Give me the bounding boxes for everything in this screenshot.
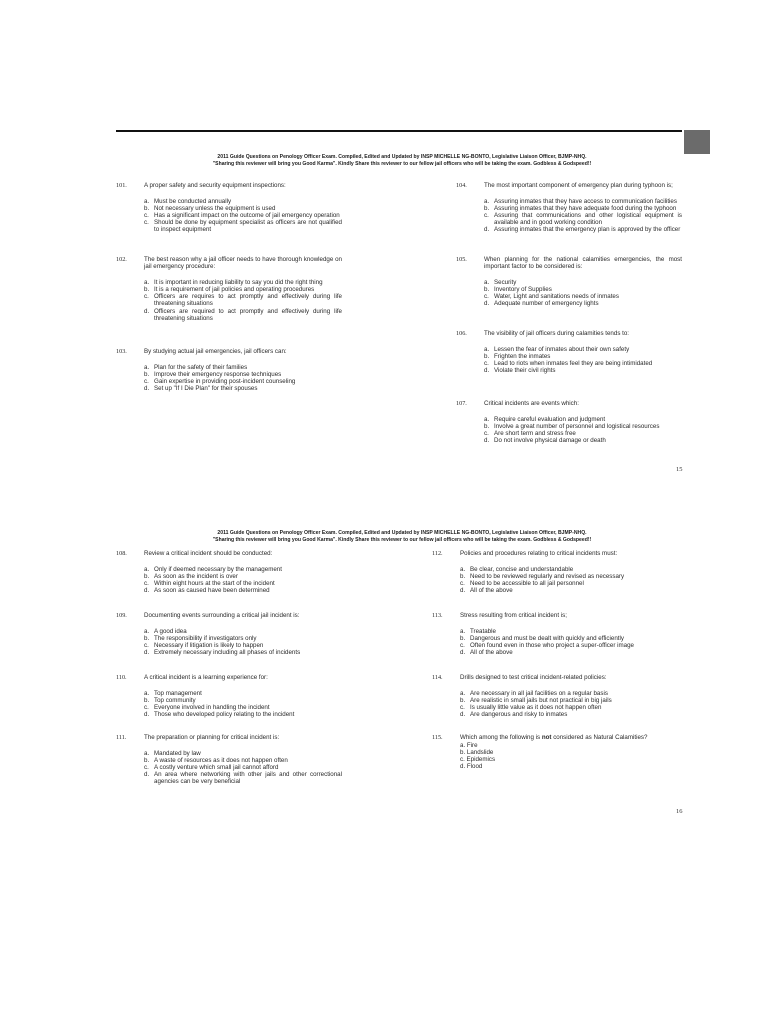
- question-number: 108.: [116, 550, 127, 557]
- question-text: Review a critical incident should be conducted:: [144, 550, 273, 557]
- option-text: Treatable: [470, 628, 496, 636]
- option-text: Assuring inmates that the emergency plan is approved by the officer: [494, 226, 681, 234]
- option: [484, 437, 682, 444]
- option-letter: d.: [144, 385, 150, 393]
- option-letter: b.: [144, 573, 150, 581]
- option: [144, 649, 342, 656]
- option: [144, 628, 342, 635]
- question-101: [116, 182, 342, 234]
- option-text: Not necessary unless the equipment is used: [154, 205, 276, 213]
- option: [144, 378, 342, 385]
- option-letter: c.: [144, 764, 149, 772]
- option-letter: c.: [144, 378, 149, 386]
- option-letter: a.: [484, 346, 490, 354]
- option: [484, 346, 682, 353]
- option-text: Those who developed policy relating to the incident: [154, 711, 295, 719]
- option-text: It is a requirement of jail policies and operating procedures: [154, 286, 315, 294]
- option-text: Top community: [154, 697, 196, 705]
- option-letter: a.: [460, 690, 466, 698]
- option-text: An area where networking with other jails and other correctional agencies can be very beneficial: [154, 771, 342, 786]
- question-text: Drills designed to test critical incident-related policies:: [460, 674, 607, 681]
- option-letter: c.: [460, 704, 465, 712]
- page-header: [152, 530, 652, 544]
- option: [144, 711, 342, 718]
- option-text: Need to be reviewed regularly and revised as necessary: [470, 573, 625, 581]
- question-text: When planning for the national calamities emergencies, the most important factor to be considered is:: [484, 256, 682, 271]
- option: [144, 704, 342, 711]
- option-text: Assuring inmates that they have access to communication facilities: [494, 198, 677, 206]
- option: [484, 360, 682, 367]
- option-text: All of the above: [470, 649, 513, 657]
- option-text: Require careful evaluation and judgment: [494, 416, 606, 424]
- question-text: A critical incident is a learning experience for:: [144, 674, 268, 681]
- option-letter: a.: [144, 628, 150, 636]
- option-letter: b.: [144, 205, 150, 213]
- option-text: Extremely necessary including all phases of incidents: [154, 649, 301, 657]
- option-text: It is important in reducing liability to say you did the right thing: [154, 279, 323, 287]
- option-text: Lessen the fear of inmates about their own safety: [494, 346, 630, 354]
- option-text: Often found even in those who project a super-officer image: [470, 642, 634, 650]
- option-text: Top management: [154, 690, 202, 698]
- option-text: Assuring inmates that they have adequate food during the typhoon: [494, 205, 677, 213]
- option-text: Violate their civil rights: [494, 367, 556, 375]
- option-letter: d.: [460, 711, 466, 719]
- option-text: Are necessary in all jail facilities on a regular basis: [470, 690, 608, 698]
- option: [484, 286, 682, 293]
- option-letter: b.: [484, 423, 490, 431]
- question-number: 102.: [116, 256, 127, 263]
- option-text: Adequate number of emergency lights: [494, 300, 599, 308]
- option-text: Within eight hours at the start of the incident: [154, 580, 275, 588]
- option: a. Fire: [460, 742, 478, 750]
- option-text: The responsibility if investigators only: [154, 635, 257, 643]
- page-16: [116, 520, 710, 820]
- option-text: Should be done by equipment specialist as officers are not qualified to inspect equipment: [154, 219, 342, 234]
- option-letter: a.: [144, 566, 150, 574]
- option-text: Improve their emergency response techniques: [154, 371, 282, 379]
- option-text: Mandated by law: [154, 750, 201, 758]
- option-letter: d.: [484, 226, 490, 234]
- question-text-emphasis: not: [541, 734, 552, 741]
- option-letter: c.: [144, 642, 149, 650]
- question-108: [116, 550, 342, 594]
- option-text: Set up "If I Die Plan" for their spouses: [154, 385, 258, 393]
- option: [460, 690, 658, 697]
- option-letter: b.: [460, 635, 466, 643]
- question-number: 104.: [456, 182, 467, 189]
- question-110: [116, 674, 342, 718]
- question-text: By studying actual jail emergencies, jail officers can:: [144, 348, 287, 355]
- question-text-part: considered as Natural Calamities?: [551, 734, 648, 741]
- option: [144, 573, 342, 580]
- option-letter: d.: [144, 587, 150, 595]
- option: c. Epidemics: [460, 756, 496, 764]
- option-letter: b.: [144, 286, 150, 294]
- question-number: 109.: [116, 612, 127, 619]
- option-text: Inventory of Supplies: [494, 286, 552, 294]
- option: [460, 580, 658, 587]
- option-text: A waste of resources as it does not happen often: [154, 757, 288, 765]
- option: [484, 423, 682, 430]
- option-letter: c.: [144, 212, 149, 220]
- question-text: The best reason why a jail officer needs to have thorough knowledge on jail emergency procedure:: [144, 256, 342, 271]
- option: [144, 750, 342, 757]
- option: [484, 430, 682, 437]
- option-text: Gain expertise in providing post-incident counseling: [154, 378, 296, 386]
- question-105: [456, 256, 682, 308]
- option-text: Is usually little value as it does not happen often: [470, 704, 602, 712]
- option: [144, 364, 342, 371]
- option: d. Flood: [460, 763, 483, 771]
- option-letter: b.: [484, 205, 490, 213]
- question-102: [116, 256, 342, 322]
- option: [460, 642, 658, 649]
- option-letter: d.: [144, 649, 150, 657]
- question-number: 115.: [432, 734, 443, 741]
- option-letter: b.: [484, 353, 490, 361]
- option: [144, 697, 342, 704]
- option-text: Are dangerous and risky to inmates: [470, 711, 568, 719]
- option-letter: c.: [460, 580, 465, 588]
- question-115: [432, 734, 658, 770]
- option: [484, 198, 682, 205]
- option-letter: a.: [484, 198, 490, 206]
- option-text: Assuring that communications and other logistical equipment is available and in good working condition: [494, 212, 682, 227]
- option-text: Are realistic in small jails but not practical in big jails: [470, 697, 612, 705]
- header-line-2: "Sharing this reviewer will bring you Good Karma". Kindly Share this reviewer to our fellow jail officers who will be taking the exam. Godbless & Godspeed!!: [212, 537, 592, 543]
- question-number: 110.: [116, 674, 127, 681]
- page-number: 16: [676, 808, 683, 815]
- option-letter: c.: [484, 212, 489, 220]
- option-letter: c.: [484, 293, 489, 301]
- option: [484, 212, 682, 226]
- option: [484, 226, 682, 233]
- option: [144, 205, 342, 212]
- option: [460, 704, 658, 711]
- option: [484, 279, 682, 286]
- option: [144, 690, 342, 697]
- header-line-2: "Sharing this reviewer will bring you Good Karma". Kindly Share this reviewer to our fellow jail officers who will be taking the exam. Godbless & Godspeed!!: [212, 161, 592, 167]
- option-text: Security: [494, 279, 517, 287]
- question-number: 105.: [456, 256, 467, 263]
- question-text: Documenting events surrounding a critical jail incident is:: [144, 612, 300, 619]
- option-text: As soon as caused have been determined: [154, 587, 270, 595]
- option: [484, 293, 682, 300]
- question-113: [432, 612, 658, 656]
- option: [460, 587, 658, 594]
- option-text: Plan for the safety of their families: [154, 364, 248, 372]
- option-letter: c.: [144, 704, 149, 712]
- option-text: A good idea: [154, 628, 187, 636]
- option-letter: c.: [144, 219, 149, 227]
- option-text: Lead to riots when inmates feel they are being intimidated: [494, 360, 653, 368]
- option-letter: d.: [460, 649, 466, 657]
- option-letter: b.: [144, 697, 150, 705]
- option-letter: b.: [460, 573, 466, 581]
- option-letter: a.: [144, 690, 150, 698]
- option: [144, 219, 342, 233]
- question-104: [456, 182, 682, 234]
- option: [144, 587, 342, 594]
- page-number: 15: [676, 466, 683, 473]
- option: [144, 308, 342, 322]
- question-number: 112.: [432, 550, 443, 557]
- option-letter: b.: [144, 371, 150, 379]
- question-text: Critical incidents are events which:: [484, 400, 579, 407]
- option-letter: a.: [144, 198, 150, 206]
- option-letter: d.: [144, 307, 150, 315]
- option: [144, 293, 342, 307]
- option-text: Water, Light and sanitations needs of inmates: [494, 293, 619, 301]
- option: b. Landslide: [460, 749, 494, 757]
- question-text: The visibility of jail officers during calamities tends to:: [484, 330, 630, 337]
- option-letter: b.: [460, 697, 466, 705]
- page-15: [116, 130, 710, 485]
- option: [144, 764, 342, 771]
- option: [484, 353, 682, 360]
- option-text: All of the above: [470, 587, 513, 595]
- option: [144, 757, 342, 764]
- header-line-1: 2011 Guide Questions on Penology Officer Exam. Compiled, Edited and Updated by INSP MICHELLE NG-BONTO, Legislative Liaison Officer, BJMP-NHQ.: [217, 530, 587, 536]
- option-letter: d.: [484, 300, 490, 308]
- question-112: [432, 550, 658, 594]
- question-number: 103.: [116, 348, 127, 355]
- question-103: [116, 348, 342, 392]
- option-text: Everyone involved in handling the incident: [154, 704, 270, 712]
- question-number: 107.: [456, 400, 467, 407]
- option: [144, 286, 342, 293]
- option: [460, 635, 658, 642]
- question-109: [116, 612, 342, 656]
- option-text: A costly venture which small jail cannot afford: [154, 764, 279, 772]
- option-letter: a.: [484, 416, 490, 424]
- option-letter: d.: [144, 771, 150, 779]
- option-text: Be clear, concise and understandable: [470, 566, 574, 574]
- question-number: 106.: [456, 330, 467, 337]
- option: [144, 635, 342, 642]
- question-text: The most important component of emergency plan during typhoon is;: [484, 182, 673, 189]
- option-letter: c.: [484, 430, 489, 438]
- question-number: 101.: [116, 182, 127, 189]
- option: [144, 566, 342, 573]
- option-letter: a.: [144, 279, 150, 287]
- option-letter: d.: [460, 587, 466, 595]
- option-text: Has a significant impact on the outcome of jail emergency operation: [154, 212, 340, 220]
- option-letter: d.: [144, 711, 150, 719]
- option-text: Dangerous and must be dealt with quickly and efficiently: [470, 635, 624, 643]
- corner-block: [684, 130, 710, 154]
- option-letter: c.: [484, 360, 489, 368]
- question-text-part: Which among the following is: [460, 734, 542, 741]
- question-number: 113.: [432, 612, 443, 619]
- question-text: Policies and procedures relating to critical incidents must:: [460, 550, 618, 557]
- option: [484, 367, 682, 374]
- option: [460, 711, 658, 718]
- option-letter: a.: [144, 750, 150, 758]
- option-text: Need to be accessible to all jail personnel: [470, 580, 584, 588]
- option: [144, 371, 342, 378]
- option-text: Are short term and stress free: [494, 430, 576, 438]
- option: [460, 628, 658, 635]
- header-line-1: 2011 Guide Questions on Penology Officer Exam. Compiled, Edited and Updated by INSP MICHELLE NG-BONTO, Legislative Liaison Officer, BJMP-NHQ.: [217, 154, 587, 160]
- option: [144, 385, 342, 392]
- question-111: [116, 734, 342, 786]
- option: [460, 697, 658, 704]
- option: [144, 198, 342, 205]
- option: [144, 279, 342, 286]
- question-text: [460, 734, 658, 741]
- option: [460, 566, 658, 573]
- option-letter: b.: [144, 635, 150, 643]
- question-114: [432, 674, 658, 718]
- option-text: Must be conducted annually: [154, 198, 232, 206]
- question-text: The preparation or planning for critical incident is:: [144, 734, 280, 741]
- option-text: Do not involve physical damage or death: [494, 437, 606, 445]
- question-text: Stress resulting from critical incident is;: [460, 612, 567, 619]
- option-text: Involve a great number of personnel and logistical resources: [494, 423, 660, 431]
- option-text: Only if deemed necessary by the management: [154, 566, 282, 574]
- option-text: Officers are requires to act promptly and effectively during life threatening situations: [154, 293, 342, 308]
- option: [460, 649, 658, 656]
- question-number: 111.: [116, 734, 127, 741]
- option-letter: d.: [484, 367, 490, 375]
- question-number: 114.: [432, 674, 443, 681]
- option-text: Necessary if litigation is likely to happen: [154, 642, 264, 650]
- top-rule: [116, 130, 682, 132]
- option-text: Frighten the inmates: [494, 353, 551, 361]
- option: [144, 212, 342, 219]
- option: [484, 416, 682, 423]
- option-letter: b.: [144, 757, 150, 765]
- question-text: A proper safety and security equipment inspections:: [144, 182, 286, 189]
- option-letter: a.: [144, 364, 150, 372]
- question-106: [456, 330, 682, 374]
- option: [460, 573, 658, 580]
- option: [484, 205, 682, 212]
- option-text: As soon as the incident is over: [154, 573, 238, 581]
- option-letter: c.: [460, 642, 465, 650]
- option-letter: b.: [484, 286, 490, 294]
- option-letter: c.: [144, 293, 149, 301]
- option: [484, 300, 682, 307]
- option-letter: a.: [460, 566, 466, 574]
- option-letter: d.: [484, 437, 490, 445]
- option: [144, 771, 342, 785]
- option: [144, 580, 342, 587]
- option: [144, 642, 342, 649]
- option-letter: a.: [484, 279, 490, 287]
- page-header: [152, 154, 652, 168]
- option-text: Officers are required to act promptly and effectively during life threatening situations: [154, 307, 342, 322]
- option-letter: c.: [144, 580, 149, 588]
- option-letter: a.: [460, 628, 466, 636]
- question-107: [456, 400, 682, 444]
